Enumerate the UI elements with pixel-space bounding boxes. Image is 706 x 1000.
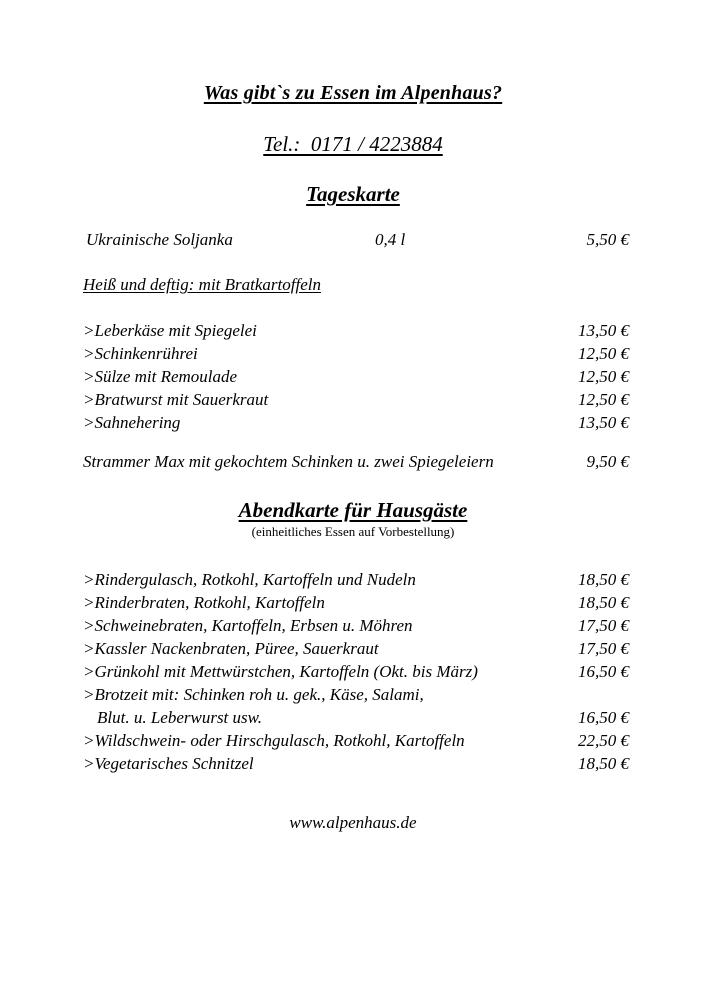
menu-item-price: 22,50 € bbox=[578, 731, 629, 750]
menu-item-price: 9,50 € bbox=[586, 452, 629, 471]
menu-item-price: 17,50 € bbox=[578, 616, 629, 635]
menu-item-bullet: > bbox=[83, 593, 95, 612]
menu-item-bullet: > bbox=[83, 321, 95, 340]
page-title: Was gibt`s zu Essen im Alpenhaus? bbox=[203, 82, 503, 104]
menu-row bbox=[83, 390, 629, 410]
menu-item-price: 12,50 € bbox=[578, 390, 629, 409]
menu-item-bullet: > bbox=[83, 390, 95, 409]
menu-item-bullet: > bbox=[83, 639, 95, 658]
menu-item-bullet: > bbox=[83, 570, 95, 589]
menu-row-continuation bbox=[97, 708, 629, 728]
menu-item-label: Leberkäse mit Spiegelei bbox=[94, 321, 257, 340]
menu-row-strammer-max bbox=[83, 452, 629, 472]
menu-item-price: 16,50 € bbox=[578, 662, 629, 681]
menu-item-bullet: > bbox=[83, 662, 95, 681]
menu-item-bullet: > bbox=[83, 616, 95, 635]
menu-row bbox=[83, 685, 629, 705]
menu-item-label: Bratwurst mit Sauerkraut bbox=[94, 390, 269, 409]
menu-row bbox=[83, 639, 629, 659]
menu-item-label: Rindergulasch, Rotkohl, Kartoffeln und Nudeln bbox=[94, 570, 416, 589]
menu-item-bullet: > bbox=[83, 367, 95, 386]
menu-item-price: 5,50 € bbox=[586, 230, 629, 249]
menu-row bbox=[83, 754, 629, 774]
menu-row-soup bbox=[86, 230, 629, 250]
menu-item-label: Blut. u. Leberwurst usw. bbox=[97, 708, 262, 727]
section-subnote-abendkarte: (einheitliches Essen auf Vorbestellung) bbox=[251, 524, 455, 539]
menu-row bbox=[83, 367, 629, 387]
menu-item-label: Grünkohl mit Mettwürstchen, Kartoffeln (Okt. bis März) bbox=[94, 662, 478, 681]
subheading-bratkartoffeln: Heiß und deftig: mit Bratkartoffeln bbox=[83, 275, 321, 294]
menu-item-price: 13,50 € bbox=[578, 413, 629, 432]
menu-item-label: Brotzeit mit: Schinken roh u. gek., Käse, Salami, bbox=[94, 685, 424, 704]
menu-item-label: Strammer Max mit gekochtem Schinken u. zwei Spiegeleiern bbox=[83, 452, 494, 471]
menu-item-label: Sülze mit Remoulade bbox=[94, 367, 238, 386]
menu-item-price: 12,50 € bbox=[578, 344, 629, 363]
menu-item-price: 18,50 € bbox=[578, 570, 629, 589]
menu-item-label: Sahnehering bbox=[94, 413, 181, 432]
phone-number: Tel.: 0171 / 4223884 bbox=[263, 132, 443, 156]
section-heading-abendkarte: Abendkarte für Hausgäste bbox=[238, 498, 468, 522]
menu-item-label: Rinderbraten, Rotkohl, Kartoffeln bbox=[94, 593, 325, 612]
menu-row bbox=[83, 593, 629, 613]
menu-row bbox=[83, 321, 629, 341]
menu-item-bullet: > bbox=[83, 754, 95, 773]
menu-item-label: Vegetarisches Schnitzel bbox=[94, 754, 254, 773]
menu-row bbox=[83, 731, 629, 751]
menu-item-bullet: > bbox=[83, 685, 95, 704]
menu-item-bullet: > bbox=[83, 344, 95, 363]
menu-item-price: 16,50 € bbox=[578, 708, 629, 727]
menu-row bbox=[83, 570, 629, 590]
menu-item-label: Schweinebraten, Kartoffeln, Erbsen u. Möhren bbox=[94, 616, 413, 635]
menu-row bbox=[83, 413, 629, 433]
website-url: www.alpenhaus.de bbox=[289, 813, 417, 832]
menu-item-price: 18,50 € bbox=[578, 593, 629, 612]
menu-item-price: 12,50 € bbox=[578, 367, 629, 386]
section-heading-tageskarte: Tageskarte bbox=[306, 182, 400, 206]
menu-item-label: Ukrainische Soljanka bbox=[86, 230, 233, 249]
menu-item-label: Wildschwein- oder Hirschgulasch, Rotkohl, Kartoffeln bbox=[94, 731, 465, 750]
menu-item-label: Schinkenrührei bbox=[94, 344, 198, 363]
menu-row bbox=[83, 662, 629, 682]
menu-item-label: Kassler Nackenbraten, Püree, Sauerkraut bbox=[94, 639, 379, 658]
menu-row bbox=[83, 344, 629, 364]
menu-item-bullet: > bbox=[83, 413, 95, 432]
menu-row bbox=[83, 616, 629, 636]
menu-item-price: 18,50 € bbox=[578, 754, 629, 773]
menu-item-price: 13,50 € bbox=[578, 321, 629, 340]
menu-item-portion: 0,4 l bbox=[375, 230, 406, 249]
menu-item-bullet: > bbox=[83, 731, 95, 750]
menu-item-price: 17,50 € bbox=[578, 639, 629, 658]
